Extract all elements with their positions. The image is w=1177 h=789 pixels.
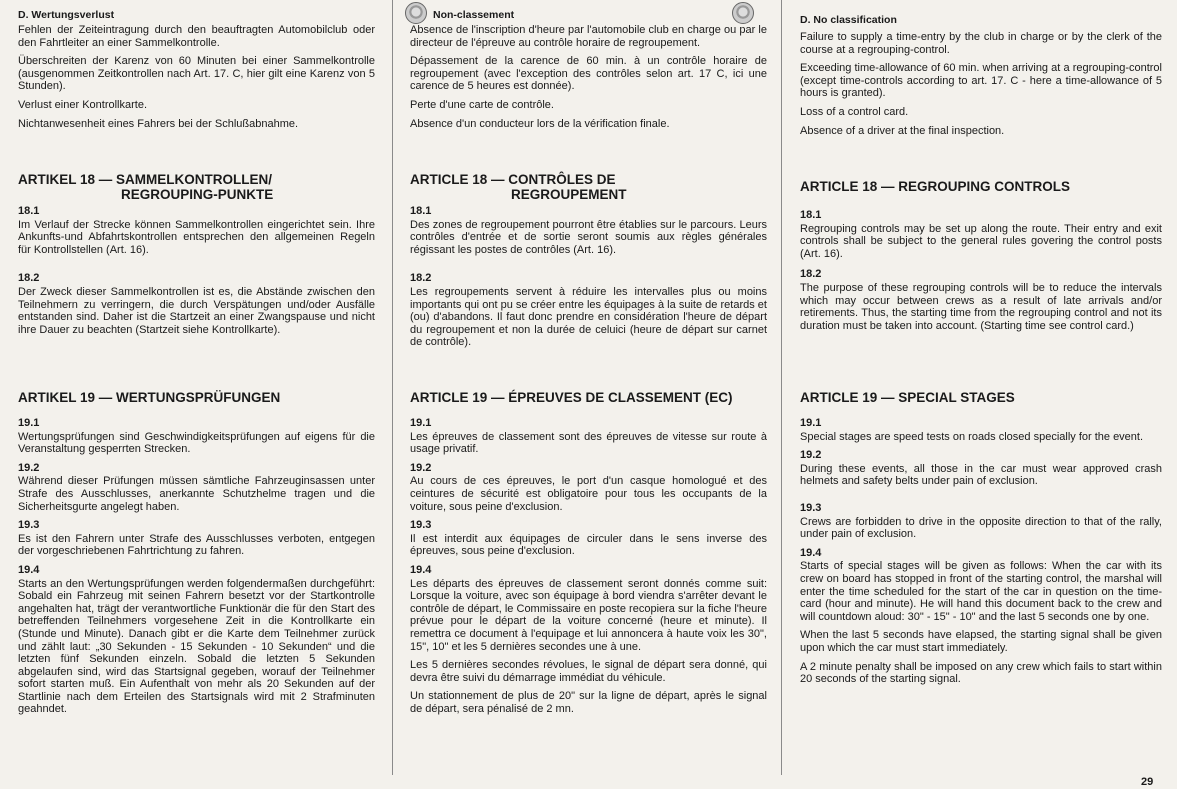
clause-number: 19.1 <box>800 417 822 429</box>
clause-number: 19.2 <box>410 461 432 474</box>
clause-text: The purpose of these regrouping controls will be to reduce the intervals which may occur between crews as a result of late arrivals and/or retirements. Thus, the starting time from the regrouping control and not its duration must be taken into account. (Starting time see control card.) <box>800 281 1162 332</box>
clause-text: Des zones de regroupement pourront être établies sur le parcours. Leurs contrôles d'entrée et de sortie seront soumis aux règles générales régissant les postes de contrôles (Art. 16). <box>410 218 767 256</box>
clause-text: Special stages are speed tests on roads closed specially for the event. <box>800 430 1144 443</box>
clause-number: 19.2 <box>800 449 822 462</box>
article-18-title: ARTIKEL 18 — SAMMELKONTROLLEN/ REGROUPING-PUNKTE <box>18 172 274 202</box>
article-18-body <box>18 205 375 342</box>
intro-text <box>18 24 375 136</box>
paragraph: Failure to supply a time-entry by the club in charge or by the clerk of the course at a regrouping-control. <box>800 31 1162 56</box>
clause-text: Der Zweck dieser Sammelkontrollen ist es, die Abstände zwischen den Teilnehmern zu verringern, die durch Verspätungen und/oder Ausfälle entstanden sind. Daher ist die Startzeit an einer Zwangspause und nicht ihre Dauer zu beachten (Startzeit siehe Kontrollkarte). <box>18 285 375 336</box>
paragraph: Verlust einer Kontrollkarte. <box>18 98 148 111</box>
clause-number: 19.3 <box>410 519 432 532</box>
article-19-title: ARTIKEL 19 — WERTUNGSPRÜFUNGEN <box>18 390 281 405</box>
column-english <box>800 0 1162 789</box>
intro-text <box>410 24 767 136</box>
clause-number: 18.2 <box>18 272 40 285</box>
article-19-body <box>18 417 375 722</box>
clause-text: Im Verlauf der Strecke können Sammelkontrollen eingerichtet sein. Ihre Ankunfts-und Abfahrtskontrollen entsprechen den allgemeinen Regeln für Kontrollstellen (Art. 16). <box>18 218 375 256</box>
paragraph: Überschreiten der Karenz von 60 Minuten bei einer Sammelkontrolle (ausgenommen Zeitkontrollen nach Art. 17. C, hier gilt eine Karenz von 5 Stunden). <box>18 55 375 93</box>
paragraph: Dépassement de la carence de 60 min. à un contrôle horaire de regroupement (avec l'exception des contrôles selon art. 17 C, ici une carence de 5 heures est donnée). <box>410 55 767 93</box>
intro-text <box>800 31 1162 143</box>
clause-number: 19.4 <box>410 563 432 576</box>
paragraph: Exceeding time-allowance of 60 min. when arriving at a regrouping-control (except time-controls according to art. 17. C - here a time-allowance of 5 hours is granted). <box>800 62 1162 100</box>
clause-number: 18.2 <box>800 268 822 281</box>
clause-number: 19.3 <box>800 501 822 514</box>
paragraph: Absence de l'inscription d'heure par l'automobile club en charge ou par le directeur de l'épreuve au contrôle horaire de regroupement. <box>410 24 767 49</box>
column-french <box>410 0 767 789</box>
clause-text: Les regroupements servent à réduire les intervalles plus ou moins importants qui ont pu se créer entre les équipages à la suite de retards et (ou) d'abandons. Il faut donc prendre en considération l'heure de départ du regroupement et non la durée de celuici (heure de départ sur carnet de contrôle). <box>410 285 767 349</box>
paragraph: Absence d'un conducteur lors de la vérification finale. <box>410 117 670 130</box>
clause-number: 19.1 <box>410 417 432 429</box>
paragraph: Fehlen der Zeiteintragung durch den beauftragten Automobilclub oder den Fahrtleiter an einer Sammelkontrolle. <box>18 24 375 49</box>
column-divider-left <box>392 0 393 775</box>
clause-text: Regrouping controls may be set up along the route. Their entry and exit controls shall be subject to the general rules govering the control posts (Art. 16). <box>800 222 1162 260</box>
article-19-title: ARTICLE 19 — SPECIAL STAGES <box>800 390 1015 405</box>
clause-text: Es ist den Fahrern unter Strafe des Ausschlusses verboten, entgegen der vorgeschriebenen Fahrtrichtung zu fahren. <box>18 532 375 558</box>
clause-number: 19.1 <box>18 417 40 429</box>
clause-text: Les épreuves de classement sont des épreuves de vitesse sur route à usage privatif. <box>410 430 767 456</box>
article-19-body <box>410 417 767 721</box>
clause-number: 19.3 <box>18 519 40 532</box>
clause-number: 18.1 <box>800 209 822 221</box>
article-18-title: ARTICLE 18 — REGROUPING CONTROLS <box>800 179 1071 194</box>
paragraph: Absence of a driver at the final inspection. <box>800 124 1005 137</box>
clause-number: 18.1 <box>18 205 40 217</box>
clause-text: Crews are forbidden to drive in the opposite direction to that of the rally, under pain of exclusion. <box>800 515 1162 541</box>
article-19-body <box>800 417 1162 692</box>
column-divider-right <box>781 0 782 775</box>
clause-number: 18.1 <box>410 205 432 217</box>
clause-text: Il est interdit aux équipages de circuler dans le sens inverse des épreuves, sous peine d'exclusion. <box>410 532 767 558</box>
clause-text: Les départs des épreuves de classement seront donnés comme suit: Lorsque la voiture, avec son équipage à bord viendra s'arrêter devant le contrôle de départ, le Commissaire en poste recopiera sur la fiche l'heure prévue pour le départ de la voiture concerné (heure et minute). Il remettra ce document à l'equipage et lui annoncera à haute voix les 30", 15", 10" et les 5 dernières secondes une à une. <box>410 577 767 653</box>
page-number: 29 <box>1141 776 1154 788</box>
clause-text: Les 5 dernières secondes révolues, le signal de départ sera donné, qui devra être suivi du démarrage immédiat du véhicule. <box>410 659 767 684</box>
clause-text: Au cours de ces épreuves, le port d'un casque homologué et des ceintures de sécurité est obligatoire pour tous les occupants de la voiture, sous peine d'exclusion. <box>410 475 767 513</box>
clause-text: Starts an den Wertungsprüfungen werden folgendermaßen durchgeführt: Sobald ein Fahrzeug mit seinen Fahrern besetzt vor der Startkontrolle angehalten hat, trägt der verantwortliche Funktionär die für den Start des betreffenden Teilnehmers vorgesehene Zeit in die Kontrollkarte ein (Stunde und Minute). Danach gibt er die Karte dem Teilnehmer zurück und zählt laut: „30 Sekunden - 15 Sekunden - 10 Sekunden“ und die letzten fünf Sekunden einzeln. Sobald die letzten 5 Sekunden abgelaufen sind, wird das Startsignal gegeben, worauf der Teilnehmer sofort starten muß. Ein Aufenthalt von mehr als 20 Sekunden auf der Startlinie nach dem Erteilen des Startsignals wird mit 2 Strafminuten geahndet. <box>18 577 375 716</box>
clause-text: During these events, all those in the car must wear approved crash helmets and safety belts under pain of exclusion. <box>800 462 1162 488</box>
clause-text: Starts of special stages will be given as follows: When the car with its crew on board has stopped in front of the starting control, the marshal will enter the time scheduled for the start of the car in question on the time-card (hour and minute). He will hand this document back to the crew and will countdown aloud: 30" - 15" - 10" and the last 5 seconds one by one. <box>800 560 1162 623</box>
section-title: Non-classement <box>433 9 515 21</box>
article-18-title: ARTICLE 18 — CONTRÔLES DE REGROUPEMENT <box>410 172 627 202</box>
clause-number: 19.4 <box>800 546 822 559</box>
article-18-body <box>410 205 767 355</box>
column-german <box>18 0 375 789</box>
clause-text: Un stationnement de plus de 20" sur la ligne de départ, après le signal de départ, sera pénalisé de 2 mn. <box>410 690 767 715</box>
section-title: D. Wertungsverlust <box>18 9 115 21</box>
paragraph: Nichtanwesenheit eines Fahrers bei der Schlußabnahme. <box>18 117 299 130</box>
clause-number: 18.2 <box>410 272 432 285</box>
paragraph: Loss of a control card. <box>800 105 909 118</box>
section-title: D. No classification <box>800 14 897 26</box>
article-19-title: ARTICLE 19 — ÉPREUVES DE CLASSEMENT (EC) <box>410 390 733 405</box>
clause-number: 19.4 <box>18 563 40 576</box>
clause-text: When the last 5 seconds have elapsed, the starting signal shall be given upon which the car must start immediately. <box>800 629 1162 654</box>
article-18-body <box>800 209 1162 338</box>
clause-text: Wertungsprüfungen sind Geschwindigkeitsprüfungen auf eigens für die Veranstaltung gesperrten Strecken. <box>18 430 375 456</box>
clause-text: Während dieser Prüfungen müssen sämtliche Fahrzeuginsassen unter Strafe des Ausschlusses, anerkannte Schutzhelme tragen und die Sicherheitsgurte angelegt haben. <box>18 475 375 513</box>
clause-number: 19.2 <box>18 461 40 474</box>
paragraph: Perte d'une carte de contrôle. <box>410 98 554 111</box>
clause-text: A 2 minute penalty shall be imposed on any crew which fails to start within 20 seconds of the starting signal. <box>800 660 1162 686</box>
